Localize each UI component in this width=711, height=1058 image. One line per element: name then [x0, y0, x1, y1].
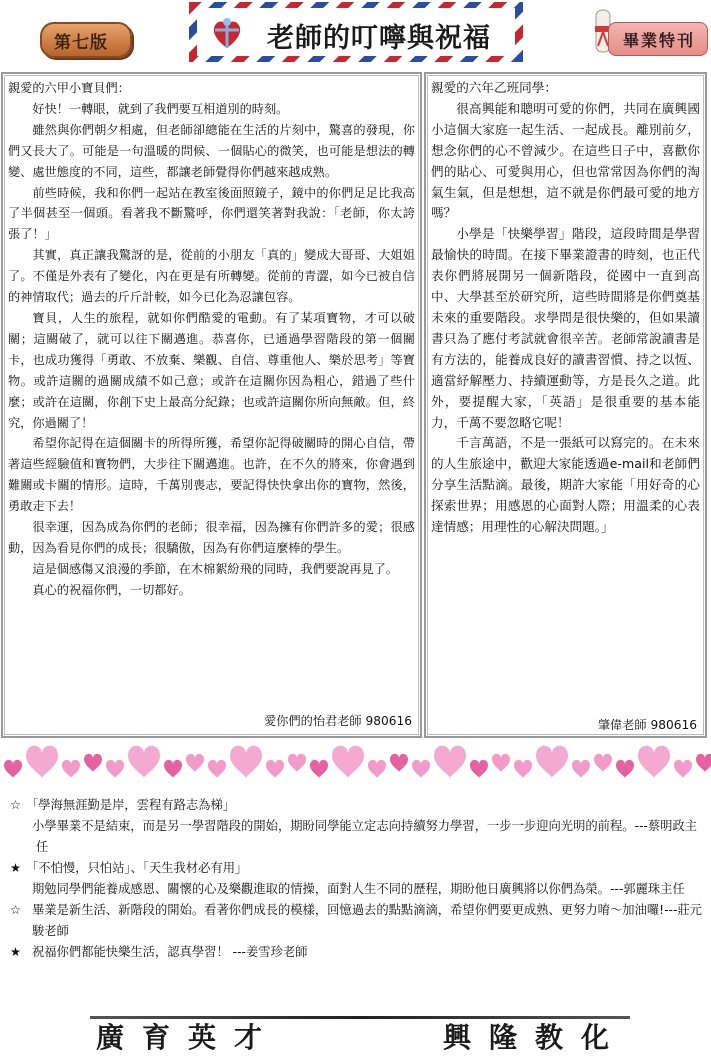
paragraph: 前些時候，我和你們一起站在教室後面照鏡子，鏡中的你們足足比我高了半個甚至一個頭。看著我不斷驚呼，你們還笑著對我說：「老師，你太誇張了！」 — [8, 185, 415, 242]
heart-icon — [310, 760, 328, 778]
blessing-item — [10, 942, 705, 963]
blessing-body: 期勉同學們能養成感恩、關懷的心及樂觀進取的情操，面對人生不同的歷程，期盼他日廣興將以你們為榮。---郭麗珠主任 — [32, 882, 685, 896]
letter-left — [1, 72, 422, 738]
page-title: 老師的叮嚀與祝福 — [267, 23, 491, 54]
blessings-list — [10, 795, 705, 963]
blessing-body: 小學畢業不是結束，而是另一學習階段的開始，期盼同學能立定志向持續努力學習，一步一步迎向光明的前程。---蔡明政主任 — [32, 819, 698, 854]
paragraph: 希望你記得在這個關卡的所得所獲，希望你記得破關時的開心自信，帶著這些經驗值和寶物們，大步往下關邁進。也許，在不久的將來，你會遇到難關或卡關的情形。這時，千萬別喪志，要記得快快拿出你的寶物，然後，勇敢走下去！ — [8, 436, 415, 514]
title-banner — [189, 2, 523, 62]
paragraph: 雖然與你們朝夕相處，但老師卻總能在生活的片刻中，驚喜的發現，你們又長大了。可能是一句溫暖的問候、一個貼心的微笑，也可能是想法的轉變、處世態度的不同，這些，都讓老師覺得你們越來越成熟。 — [8, 122, 415, 179]
special-issue-badge — [608, 22, 708, 56]
paragraph: 很高興能和聰明可愛的你們，共同在廣興國小這個大家庭一起生活、一起成長。離別前夕，想念你們的心不曾減少。在這些日子中，喜歡你們的貼心、可愛與用心，但也常常因為你們的淘氣生氣，但是想想，這不就是你們最可愛的地方嗎？ — [431, 100, 700, 221]
gift-heart-icon — [209, 14, 245, 52]
heart-icon — [230, 746, 262, 778]
heart-icon — [208, 760, 226, 778]
paragraph: 其實，真正讓我驚訝的是，從前的小朋友「真的」變成大哥哥、大姐姐了。不僅是外表有了變化，內在更是有所轉變。從前的青澀，如今已被自信的神情取代；過去的斤斤計較，如今已化為忍讓包容。 — [8, 248, 415, 305]
motto-left: 廣育英才 — [96, 1021, 281, 1054]
heart-icon — [26, 746, 58, 778]
heart-icon — [332, 746, 364, 778]
letter-signature: 肇偉老師 980616 — [597, 718, 697, 732]
heart-icon — [164, 760, 182, 778]
blessing-heading: 「不怕慢，只怕站」、「天生我材必有用」 — [26, 861, 248, 875]
heart-icon — [368, 760, 386, 778]
star-outline-icon: ☆ — [10, 903, 22, 917]
paragraph: 寶貝，人生的旅程，就如你們酷愛的電動。有了某項寶物，才可以破關；這關破了，就可以往下關邁進。恭喜你，已通過學習階段的第一個關卡，也成功獲得「勇敢、不放棄、樂觀、自信、尊重他人、樂於思考」等寶物。或許這關的過關成績不如己意；或許在這關你因為粗心，錯過了些什麼；或許在這關，你創下史上最高分紀錄；也或許這關你所向無敵。但，終究，你過關了！ — [8, 310, 415, 430]
heart-icon — [616, 760, 634, 778]
heart-icon — [492, 754, 510, 772]
paragraph: 真心的祝福你們，一切都好。 — [32, 582, 191, 597]
paragraph: 小學是「快樂學習」階段，這段時間是學習最愉快的時間。在接下畢業證書的時刻，也正代表你們將展開另一個新階段，從國中一直到高中、大學甚至於研究所，這些時間將是你們奠基未來的重要階段。求學問是很快樂的，但如果讀書只為了應付考試就會很辛苦。老師常說讀書是有方法的，能養成良好的讀書習慣、持之以恆、適當紓解壓力、持續運動等，方是長久之道。此外，要提醒大家，「英語」是很重要的基本能力，千萬不要忽略它呢！ — [431, 226, 700, 430]
heart-icon — [62, 760, 80, 778]
heart-icon — [674, 760, 692, 778]
heart-icon — [696, 754, 711, 772]
blessing-item — [10, 795, 705, 858]
heart-icon — [106, 760, 124, 778]
heart-icon — [412, 760, 430, 778]
heart-icon — [514, 760, 532, 778]
heart-icon — [4, 760, 22, 778]
heart-icon — [266, 760, 284, 778]
motto-right: 興隆教化 — [443, 1021, 628, 1054]
star-filled-icon: ★ — [10, 861, 22, 875]
heart-icon — [128, 746, 160, 778]
header — [0, 0, 711, 70]
letter-signature: 愛你們的怡君老師 980616 — [264, 714, 412, 728]
blessing-item — [10, 900, 705, 942]
blessing-item — [10, 858, 705, 900]
edition-label: 第七版 — [54, 33, 108, 53]
edition-badge — [40, 22, 132, 58]
blessing-body: 祝福你們都能快樂生活，認真學習！ ---姜雪珍老師 — [32, 945, 308, 959]
heart-icon — [390, 754, 408, 772]
heart-icon — [572, 760, 590, 778]
heart-icon — [434, 746, 466, 778]
heart-icon — [84, 754, 102, 772]
blessing-heading: 「學海無涯勤是岸，雲程有路志為梯」 — [26, 798, 236, 812]
star-outline-icon: ☆ — [10, 798, 22, 812]
heart-icon — [288, 754, 306, 772]
star-filled-icon: ★ — [10, 945, 22, 959]
letter-greeting: 親愛的六甲小寶貝們： — [8, 81, 130, 95]
special-issue-label: 畢業特刊 — [623, 31, 696, 50]
letter-right — [424, 72, 707, 738]
heart-icon — [638, 746, 670, 778]
blessing-body: 畢業是新生活、新階段的開始。看著你們成長的模樣，回憶過去的點點滴滴，希望你們要更成熟、更努力唷～加油囉!---莊元駿老師 — [32, 903, 702, 938]
paragraph: 好快！一轉眼，就到了我們要互相道別的時刻。 — [32, 101, 289, 116]
heart-icon — [186, 754, 204, 772]
heart-icon — [470, 760, 488, 778]
heart-icon — [536, 746, 568, 778]
paragraph: 千言萬語，不是一張紙可以寫完的。在未來的人生旅途中，歡迎大家能透過e-mail和老師們分享生活點滴。最後，期許大家能「用好奇的心探索世界；用感恩的心面對人際；用溫柔的心表達情感；用理性的心解決問題。」 — [431, 435, 700, 535]
heart-icon — [594, 754, 612, 772]
paragraph: 這是個感傷又浪漫的季節，在木棉絮紛飛的同時，我們要說再見了。 — [32, 561, 399, 576]
letter-greeting: 親愛的六年乙班同學： — [431, 80, 557, 95]
heart-divider — [0, 742, 711, 784]
paragraph: 很幸運，因為成為你們的老師；很幸福，因為擁有你們許多的愛；很感動，因為看見你們的成長；很驕傲，因為有你們這麼棒的學生。 — [8, 520, 415, 555]
